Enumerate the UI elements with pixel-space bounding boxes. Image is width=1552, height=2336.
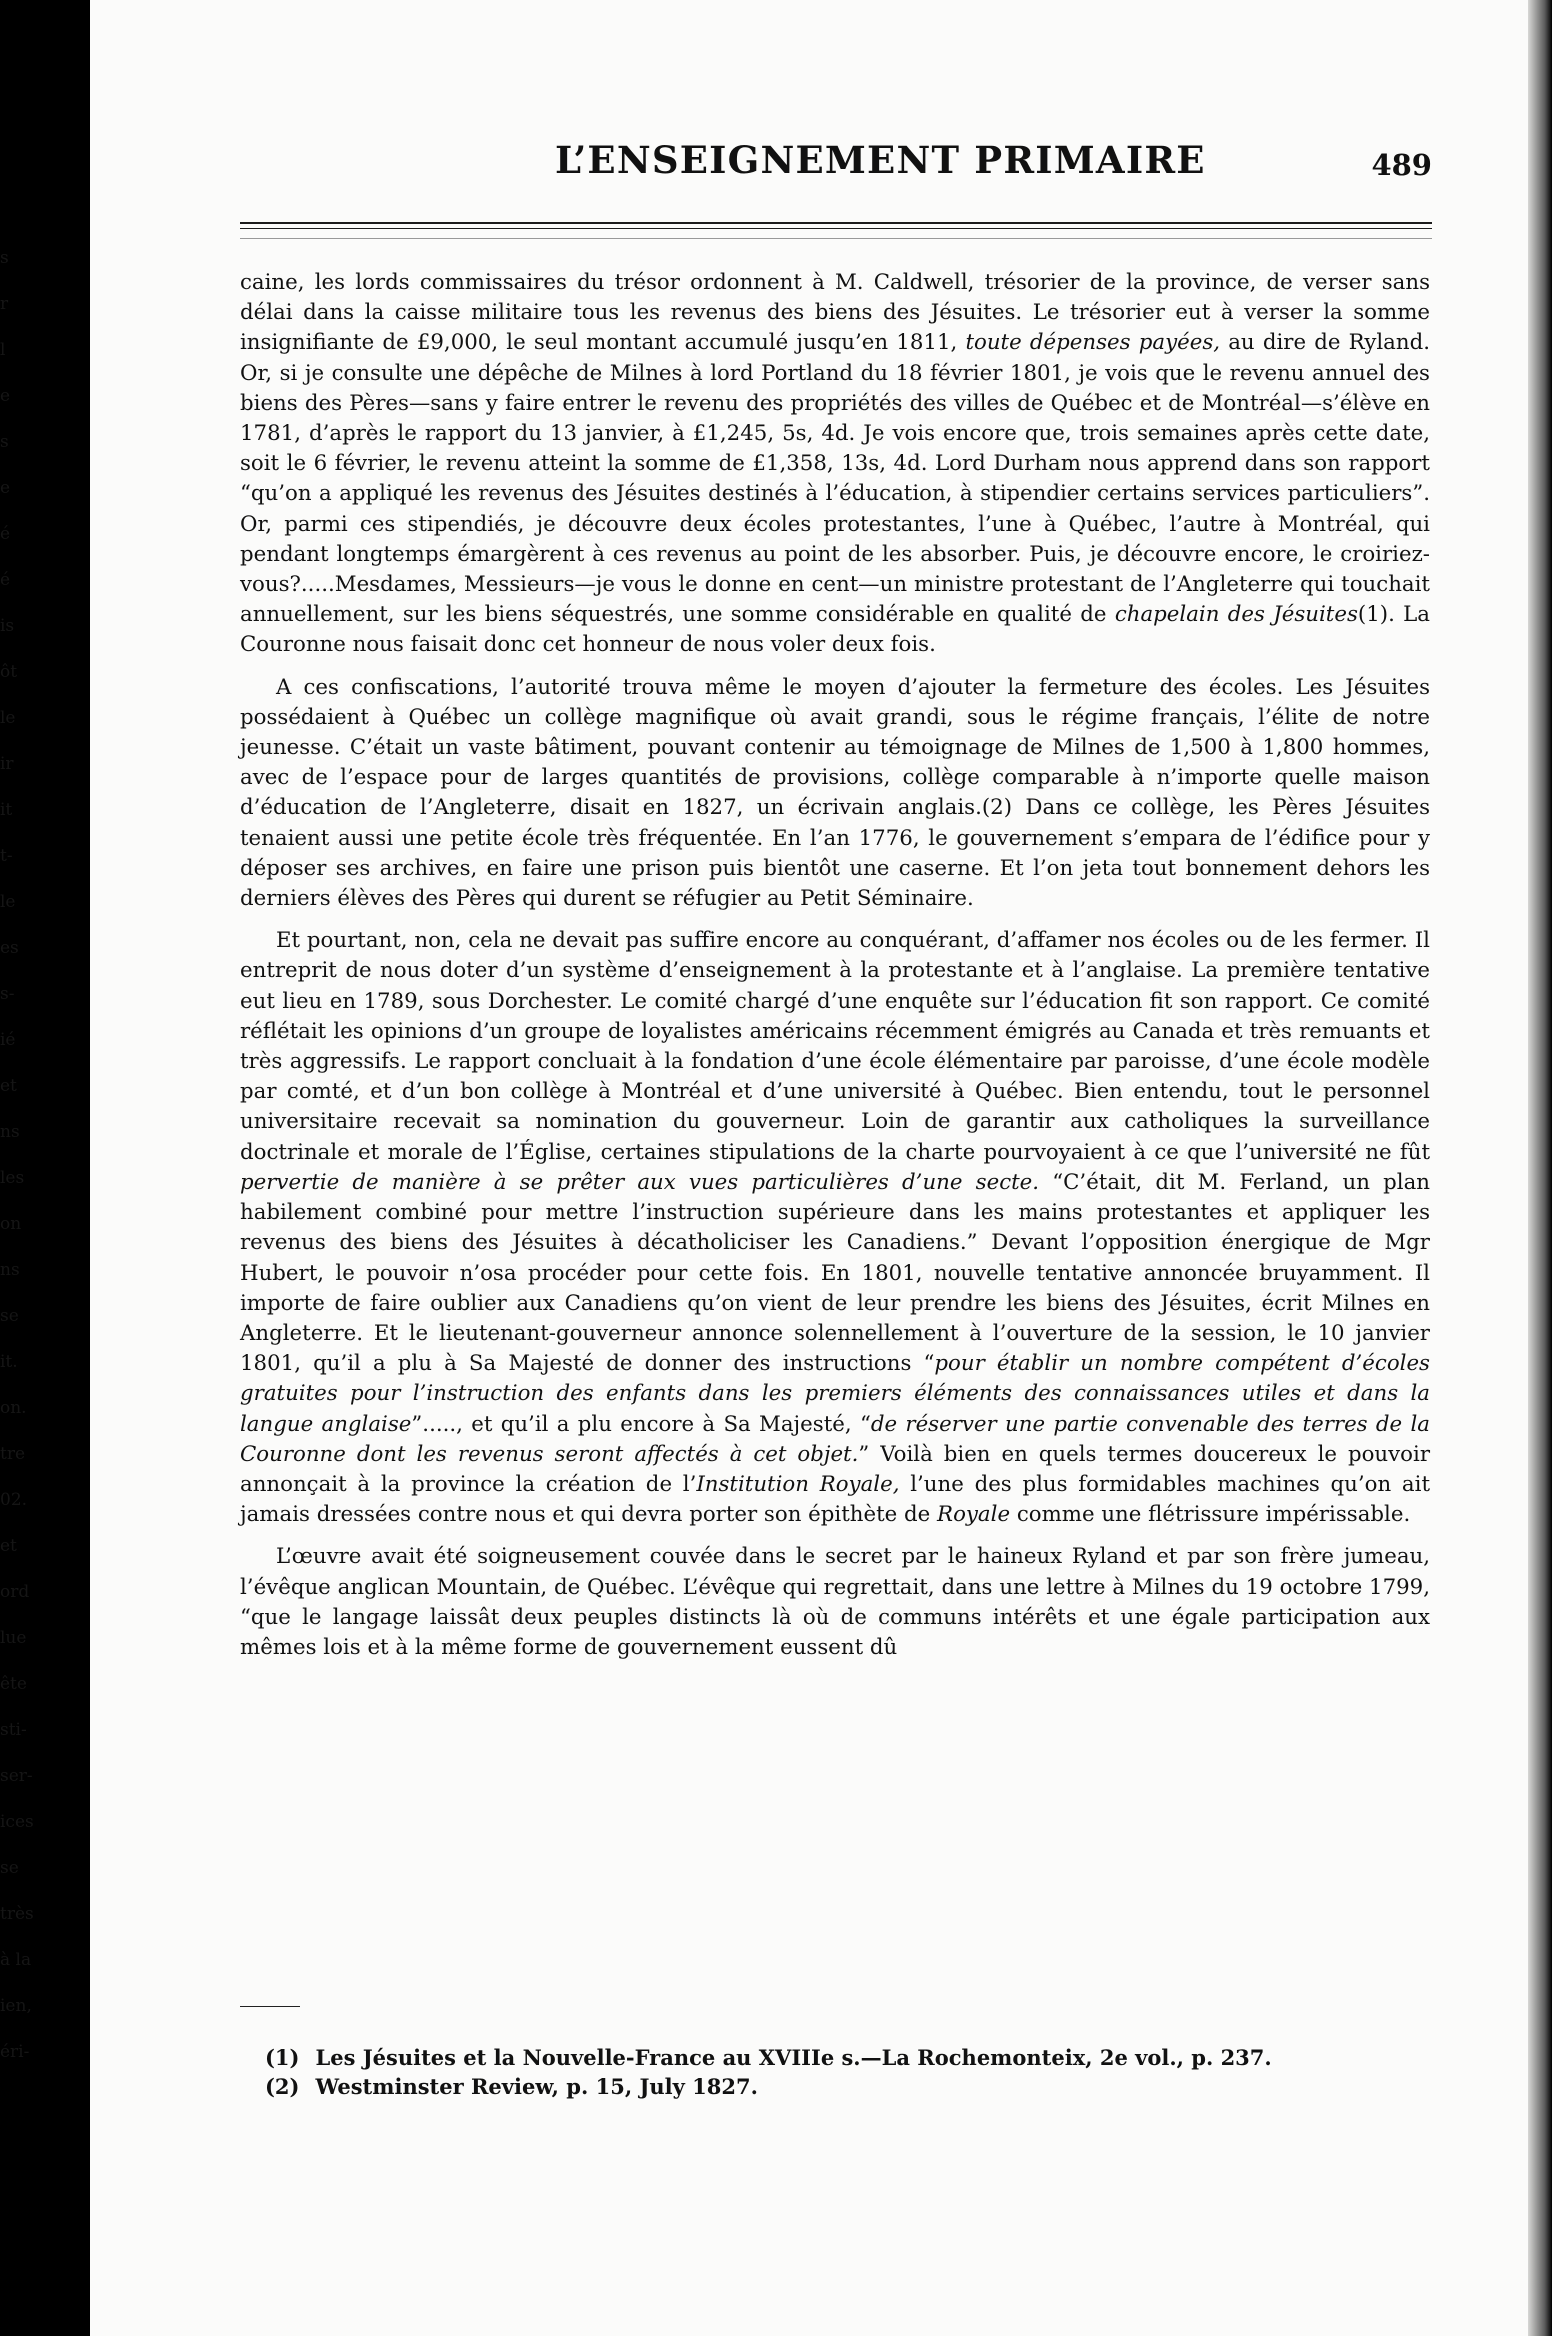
text-run: ”....., et qu’il a plu encore à Sa Majesté, “ — [411, 1411, 871, 1437]
margin-fragment: ser- — [0, 1766, 33, 1786]
paragraph — [240, 926, 1430, 1530]
margin-fragment: é — [0, 524, 11, 544]
body-text — [240, 268, 1430, 1675]
header-rule — [240, 228, 1432, 229]
footnote-text: Les Jésuites et la Nouvelle-France au XVIIIe s.—La Rochemonteix, 2e vol., p. 237. — [315, 2045, 1272, 2070]
text-run: au dire de Ryland. Or, si je consulte une dépêche de Milnes à lord Portland du 18 février 1801, je vois que le revenu annuel des biens des Pères—sans y faire entrer le revenu des propriétés des villes de Québec et de Montréal—s’élève en 1781, d’après le rapport du 13 janvier, à £1,245, 5s, 4d. Je vois encore que, trois semaines après cette date, soit le 6 février, le revenu atteint la somme de £1,358, 13s, 4d. Lord Durham nous apprend dans son rapport “qu’on a appliqué les revenus des Jésuites destinés à l’éducation, à stipendier certains services particuliers”. Or, parmi ces stipendiés, je découvre deux écoles protestantes, l’une à Québec, l’autre à Montréal, qui pendant longtemps émargèrent à ces revenus au point de les absorber. Puis, je découvre encore, le croiriez-vous?.....Mesdames, Messieurs—je vous le donne en cent—un ministre protestant de l’Angleterre qui touchait annuellement, sur les biens séquestrés, une somme considérable en qualité de — [240, 330, 1430, 628]
text-run: comme une flétrissure impérissable. — [1010, 1502, 1411, 1528]
text-run: Et pourtant, non, cela ne devait pas suffire encore au conquérant, d’affamer nos écoles ou de les fermer. Il entreprit de nous doter d’un système d’enseignement à la protestante et à l’anglaise. La première tentative eut lieu en 1789, sous Dorchester. Le comité chargé d’une enquête sur l’éducation fit son rapport. Ce comité réflétait les opinions d’un groupe de loyalistes américains récemment émigrés au Canada et très remuants et très aggressifs. Le rapport concluait à la fondation d’une école élémentaire par paroisse, d’une école modèle par comté, et d’un bon collège à Montréal et d’une université à Québec. Bien entendu, tout le personnel universitaire recevait sa nomination du gouverneur. Loin de garantir aux catholiques la surveillance doctrinale et morale de l’Église, certaines stipulations de la charte pourvoyaient à ce que l’université ne fût — [240, 928, 1430, 1165]
text-run: caine, les lords commissaires du trésor ordonnent à M. Caldwell, trésorier de la province, de verser sans délai dans la caisse militaire tous les revenus des biens des Jésuites. Le trésorier eut à verser la somme insignifiante de £9,000, le seul montant accumulé jusqu’en 1811, — [240, 270, 1430, 356]
margin-fragment: ices — [0, 1812, 34, 1832]
italic-run: toute dépenses payées, — [965, 330, 1221, 356]
margin-fragment: sti- — [0, 1720, 27, 1740]
margin-fragment: it. — [0, 1352, 18, 1372]
italic-run: de réserver une partie convenable des terres de la Couronne dont les revenus seront affectés à cet objet. — [240, 1411, 1430, 1467]
paragraph — [240, 1542, 1430, 1663]
facing-page-edge-text — [0, 248, 34, 2150]
margin-fragment: ns — [0, 1260, 20, 1280]
italic-run: pour établir un nombre compétent d’écoles gratuites pour l’instruction des enfants dans les premiers éléments des connaissances utiles et dans la langue anglaise — [240, 1351, 1430, 1437]
margin-fragment: t- — [0, 846, 13, 866]
footnotes — [265, 2043, 1415, 2101]
margin-fragment: se — [0, 1858, 19, 1878]
paragraph — [240, 268, 1430, 661]
margin-fragment: tre — [0, 1444, 26, 1464]
margin-fragment: ns — [0, 1122, 20, 1142]
italic-run: Institution Royale, — [696, 1471, 900, 1497]
text-run: ” Voilà bien en quels termes doucereux le pouvoir annonçait à la province la création de l’ — [240, 1441, 1430, 1497]
margin-fragment: r — [0, 294, 9, 314]
header-rule — [240, 238, 1432, 239]
margin-fragment: le — [0, 892, 16, 912]
margin-fragment: à la — [0, 1950, 32, 1970]
footnote-rule — [240, 2006, 300, 2007]
margin-fragment: e — [0, 478, 11, 498]
footnote-mark: (2) — [265, 2074, 300, 2099]
footnote-text: Westminster Review, p. 15, July 1827. — [315, 2074, 758, 2099]
margin-fragment: is — [0, 616, 15, 636]
page-scan — [90, 0, 1530, 2336]
margin-fragment: éri- — [0, 2042, 30, 2062]
italic-run: Royale — [937, 1502, 1011, 1528]
margin-fragment: s- — [0, 984, 15, 1004]
margin-fragment: ête — [0, 1674, 27, 1694]
margin-fragment: 02. — [0, 1490, 28, 1510]
footnote-mark: (1) — [265, 2045, 300, 2070]
running-title: L’ENSEIGNEMENT PRIMAIRE — [555, 138, 1206, 182]
italic-run: pervertie de manière à se prêter aux vues particulières d’une secte. — [240, 1169, 1040, 1195]
margin-fragment: it — [0, 800, 13, 820]
text-run: l’une des plus formidables machines qu’on ait jamais dressées contre nous et qui devra porter son épithète de — [240, 1471, 1430, 1528]
margin-fragment: ôt — [0, 662, 18, 682]
margin-fragment: et — [0, 1536, 17, 1556]
margin-fragment: s — [0, 432, 9, 452]
page-header — [240, 132, 1432, 192]
margin-fragment: es — [0, 938, 19, 958]
text-run: (1). La Couronne nous faisait donc cet honneur de nous voler deux fois. — [240, 602, 1430, 658]
margin-fragment: l — [0, 340, 6, 360]
page-number: 489 — [1371, 148, 1432, 182]
margin-fragment: très — [0, 1904, 34, 1924]
margin-fragment: ir — [0, 754, 14, 774]
text-run: “C’était, dit M. Ferland, un plan habilement combiné pour mettre l’instruction supérieure dans les mains protestantes et appliquer les revenus des biens des Jésuites à décatholiciser les Canadiens.” Devant l’opposition énergique de Mgr Hubert, le pouvoir n’osa procéder pour cette fois. En 1801, nouvelle tentative annoncée bruyamment. Il importe de faire oublier aux Canadiens qu’on vient de leur prendre les biens des Jésuites, écrit Milnes en Angleterre. Et le lieutenant-gouverneur annonce solennellement à l’ouverture de la session, le 10 janvier 1801, qu’il a plu à Sa Majesté de donner des instructions “ — [240, 1169, 1430, 1377]
footnote — [265, 2072, 1415, 2101]
margin-fragment: les — [0, 1168, 25, 1188]
margin-fragment: ié — [0, 1030, 16, 1050]
footnote — [265, 2043, 1415, 2072]
text-run: L’œuvre avait été soigneusement couvée dans le secret par le haineux Ryland et par son frère jumeau, l’évêque anglican Mountain, de Québec. L’évêque qui regrettait, dans une lettre à Milnes du 19 octobre 1799, “que le langage laissât deux peuples distincts là où de communs intérêts et une égale participation aux mêmes lois et à la même forme de gouvernement eussent dû — [240, 1544, 1430, 1660]
text-run: A ces confiscations, l’autorité trouva même le moyen d’ajouter la fermeture des écoles. Les Jésuites possédaient à Québec un collège magnifique où avait grandi, sous le régime français, l’élite de notre jeunesse. C’était un vaste bâtiment, pouvant contenir au témoignage de Milnes de 1,500 à 1,800 hommes, avec de l’espace pour de larges quantités de provisions, collège comparable à n’importe quelle maison d’éducation de l’Angleterre, disait en 1827, un écrivain anglais.(2) Dans ce collège, les Pères Jésuites tenaient aussi une petite école très fréquentée. En l’an 1776, le gouvernement s’empara de l’édifice pour y déposer ses archives, en faire une prison puis bientôt une caserne. Et l’on jeta tout bonnement dehors les derniers élèves des Pères qui durent se réfugier au Petit Séminaire. — [240, 674, 1430, 912]
margin-fragment: on — [0, 1214, 22, 1234]
margin-fragment: ien, — [0, 1996, 32, 2016]
margin-fragment: é — [0, 570, 11, 590]
margin-fragment: s — [0, 248, 9, 268]
header-rule — [240, 222, 1432, 224]
margin-fragment: se — [0, 1306, 19, 1326]
margin-fragment: e — [0, 386, 11, 406]
book-edge-shadow — [1528, 0, 1552, 2336]
margin-fragment: ord — [0, 1582, 30, 1602]
paragraph — [240, 673, 1430, 915]
margin-fragment: le — [0, 708, 16, 728]
margin-fragment: lue — [0, 1628, 27, 1648]
italic-run: chapelain des Jésuites — [1114, 602, 1358, 628]
margin-fragment: on. — [0, 1398, 27, 1418]
margin-fragment: et — [0, 1076, 17, 1096]
